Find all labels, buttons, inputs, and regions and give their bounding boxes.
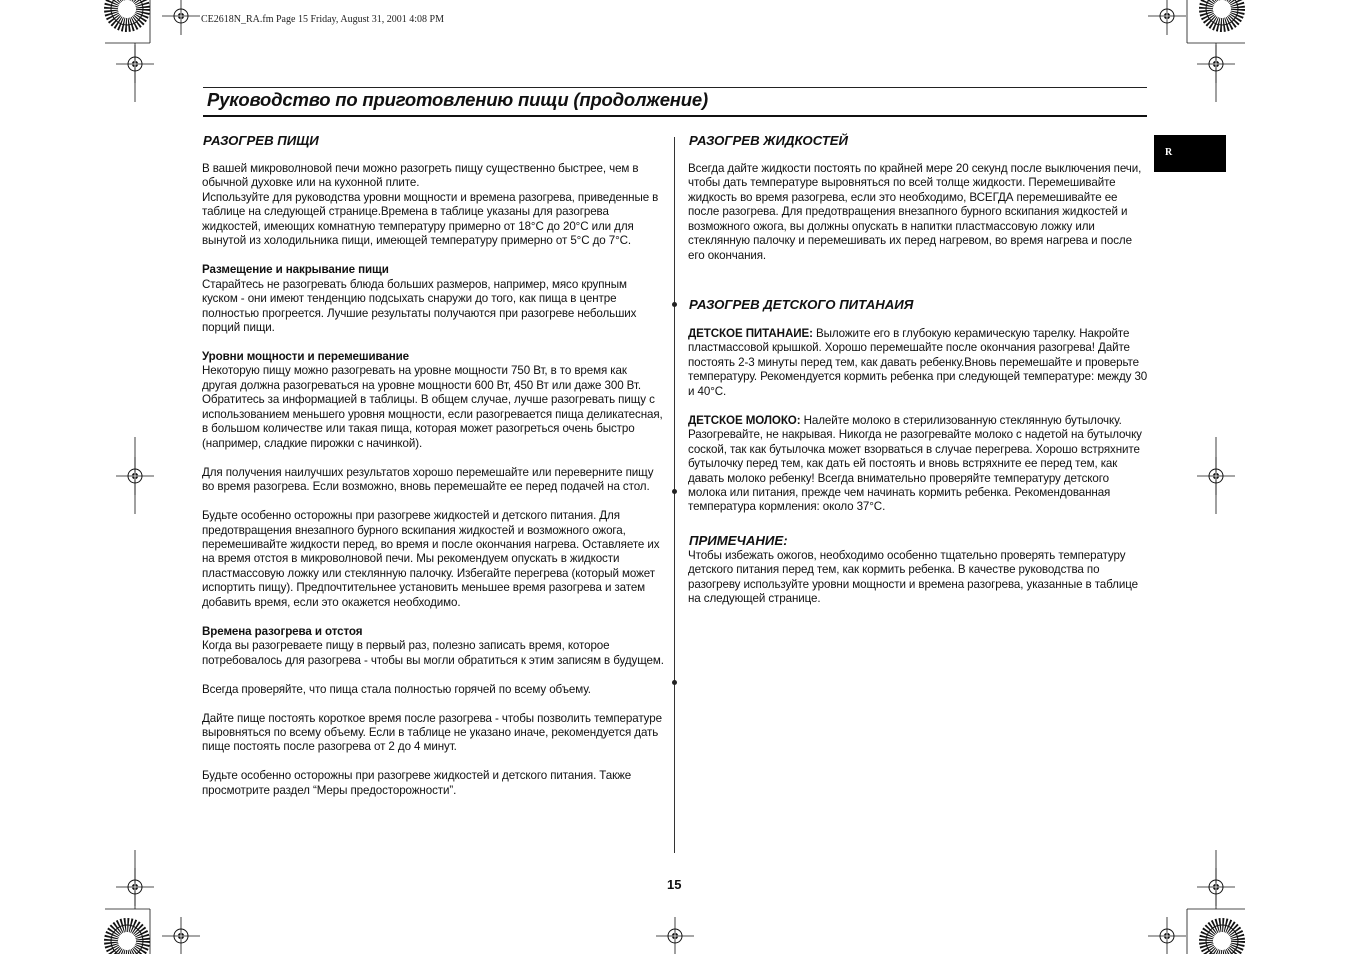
baby-food-label: ДЕТСКОЕ ПИТАНАИЕ:	[688, 327, 813, 340]
reheating-food-heading: РАЗОГРЕВ ПИЩИ	[203, 133, 319, 148]
baby-food-paragraph	[688, 327, 1150, 399]
times-subheading: Времена разогрева и отстоя	[202, 624, 363, 638]
left-column	[202, 162, 664, 798]
baby-block	[688, 327, 1150, 515]
stand-paragraph: Дайте пище постоять короткое время после разогрева - чтобы позволить температуре выровняться по всему объему. Если в таблице не указано иначе, рекомендуется дать пище постоять после разогрева от 2 до 4 минут.	[202, 711, 662, 754]
divider-dot	[672, 302, 677, 307]
title-rule-bottom	[203, 115, 1147, 117]
language-tab-label: R	[1165, 147, 1173, 158]
page-number: 15	[667, 877, 682, 892]
reheating-liquids-heading: РАЗОГРЕВ ЖИДКОСТЕЙ	[689, 133, 849, 148]
baby-food-text: Выложите его в глубокую керамическую тарелку. Накройте пластмассовой крышкой. Хорошо перемешайте после окончания разогрева! Дайте постоять 2-3 минуты перед тем, как давать ребенку.Вновь перемешайте и проверьте температуру. Рекомендуется кормить ребенка при следующей температуре: между 30 и 40°С.	[688, 327, 1148, 398]
placement-subheading: Размещение и накрывание пищи	[202, 263, 389, 277]
language-tab	[1154, 135, 1226, 172]
baby-milk-label: ДЕТСКОЕ МОЛОКО:	[688, 413, 801, 427]
stir-paragraph: Для получения наилучших результатов хорошо перемешайте или переверните пищу во время разогрева. Если возможно, вновь перемешайте ее перед подачей на стол.	[202, 465, 654, 494]
liquids-paragraph: Всегда дайте жидкости постоять по крайней мере 20 секунд после выключения печи, чтобы дать температуре выровняться по всей толще жидкости. Перемешивайте жидкость во время разогрева, если это необходимо, ВСЕГДА перемешивайте ее после разогрева. Для предотвращения внезапного бурного вскипания жидкостей и возможного ожога, вы должны опускать в напитки пластмассовую ложку или стеклянную палочку и перемешивать их перед нагревом, во время нагрева и после его окончания.	[688, 162, 1142, 262]
caution-paragraph: Будьте особенно осторожны при разогреве жидкостей и детского питания. Для предотвращения внезапного бурного вскипания жидкостей и возможного ожога, перемешивайте жидкости перед, во время и после окончания нагрева. Оставляете их на время отстоя в микроволновой печи. Мы рекомендуем опускать в жидкости пластмассовую ложку или стеклянную палочку. Избегайте перегрева (который может испортить пищу). Предпочтительнее установить меньшее время разогрева и затем добавить время, если это окажется необходимо.	[202, 509, 660, 609]
divider-dot	[672, 489, 677, 494]
column-divider	[674, 137, 675, 853]
placement-paragraph: Старайтесь не разогревать блюда больших размеров, например, мясо крупным куском - они имеют тенденцию подсыхать снаружи до того, как пища в центре полностью прогреется. Лучшие результаты получаются при разогреве небольших порций пищи.	[202, 277, 637, 335]
intro-paragraph: Используйте для руководства уровни мощности и времена разогрева, приведенные в таблице на следующей странице.Времена в таблице указаны для разогрева жидкостей, имеющих комнатную температуру примерно от 18°С до 20°С или для вынутой из холодильника пищи, имеющей температуру примерно от 5°С до 7°С.	[202, 190, 659, 248]
power-subheading: Уровни мощности и перемешивание	[202, 349, 409, 363]
page-title: Руководство по приготовлению пищи (продолжение)	[207, 89, 708, 110]
divider-dot	[672, 680, 677, 685]
check-paragraph: Всегда проверяйте, что пища стала полностью горячей по всему объему.	[202, 682, 591, 696]
note-heading: ПРИМЕЧАНИЕ:	[689, 533, 788, 548]
liquids-block	[688, 162, 1150, 263]
note-block	[688, 549, 1150, 607]
title-rule-top	[203, 87, 1147, 88]
final-paragraph: Будьте особенно осторожны при разогреве жидкостей и детского питания. Также просмотрите раздел “Меры предосторожности”.	[202, 769, 632, 797]
intro-paragraph: В вашей микроволновой печи можно разогреть пищу существенно быстрее, чем в обычной духовке или на кухонной плите.	[202, 162, 639, 190]
baby-milk-paragraph	[688, 414, 1150, 515]
baby-milk-text: Налейте молоко в стерилизованную стеклянную бутылочку. Разогревайте, не накрывая. Никогда не разогревайте молоко с надетой на бутылочку соской, так как бутылочка может взорваться в случае перегрева. Хорошо встряхните бутылочку перед тем, как дать ей постоять и вновь встряхните ее перед тем, как давать молоко ребенку! Всегда внимательно проверяйте температуру детского молока или питания, прежде чем начинать кормить ребенка. Рекомендованная температура кормления: около 37°С.	[688, 413, 1142, 514]
note-paragraph: Чтобы избежать ожогов, необходимо особенно тщательно проверять температуру детского питания перед тем, как кормить ребенка. В качестве руководства по разогреву используйте уровни мощности и времена разогрева, указанные в таблице на следующей странице.	[688, 549, 1138, 606]
baby-food-heading: РАЗОГРЕВ ДЕТСКОГО ПИТАНАИЯ	[689, 297, 914, 312]
file-header: CE2618N_RA.fm Page 15 Friday, August 31, 2001 4:08 PM	[201, 14, 444, 25]
power-paragraph: Некоторую пищу можно разогревать на уровне мощности 750 Вт, в то время как другая должна разогреваться на уровне мощности 600 Вт, 450 Вт или даже 300 Вт. Обратитесь за информацией в таблицы. В общем случае, лучше разогревать пищу с использованием меньшего уровня мощности, если разогревается пища деликатесная, в большом количестве или такая пища, которая может разогреться очень быстро (например, сладкие пирожки с начинкой).	[202, 364, 663, 450]
times-paragraph: Когда вы разогреваете пищу в первый раз, полезно записать время, которое потребовалось для разогрева - чтобы вы могли обратиться к этим записям в будущем.	[202, 639, 664, 667]
